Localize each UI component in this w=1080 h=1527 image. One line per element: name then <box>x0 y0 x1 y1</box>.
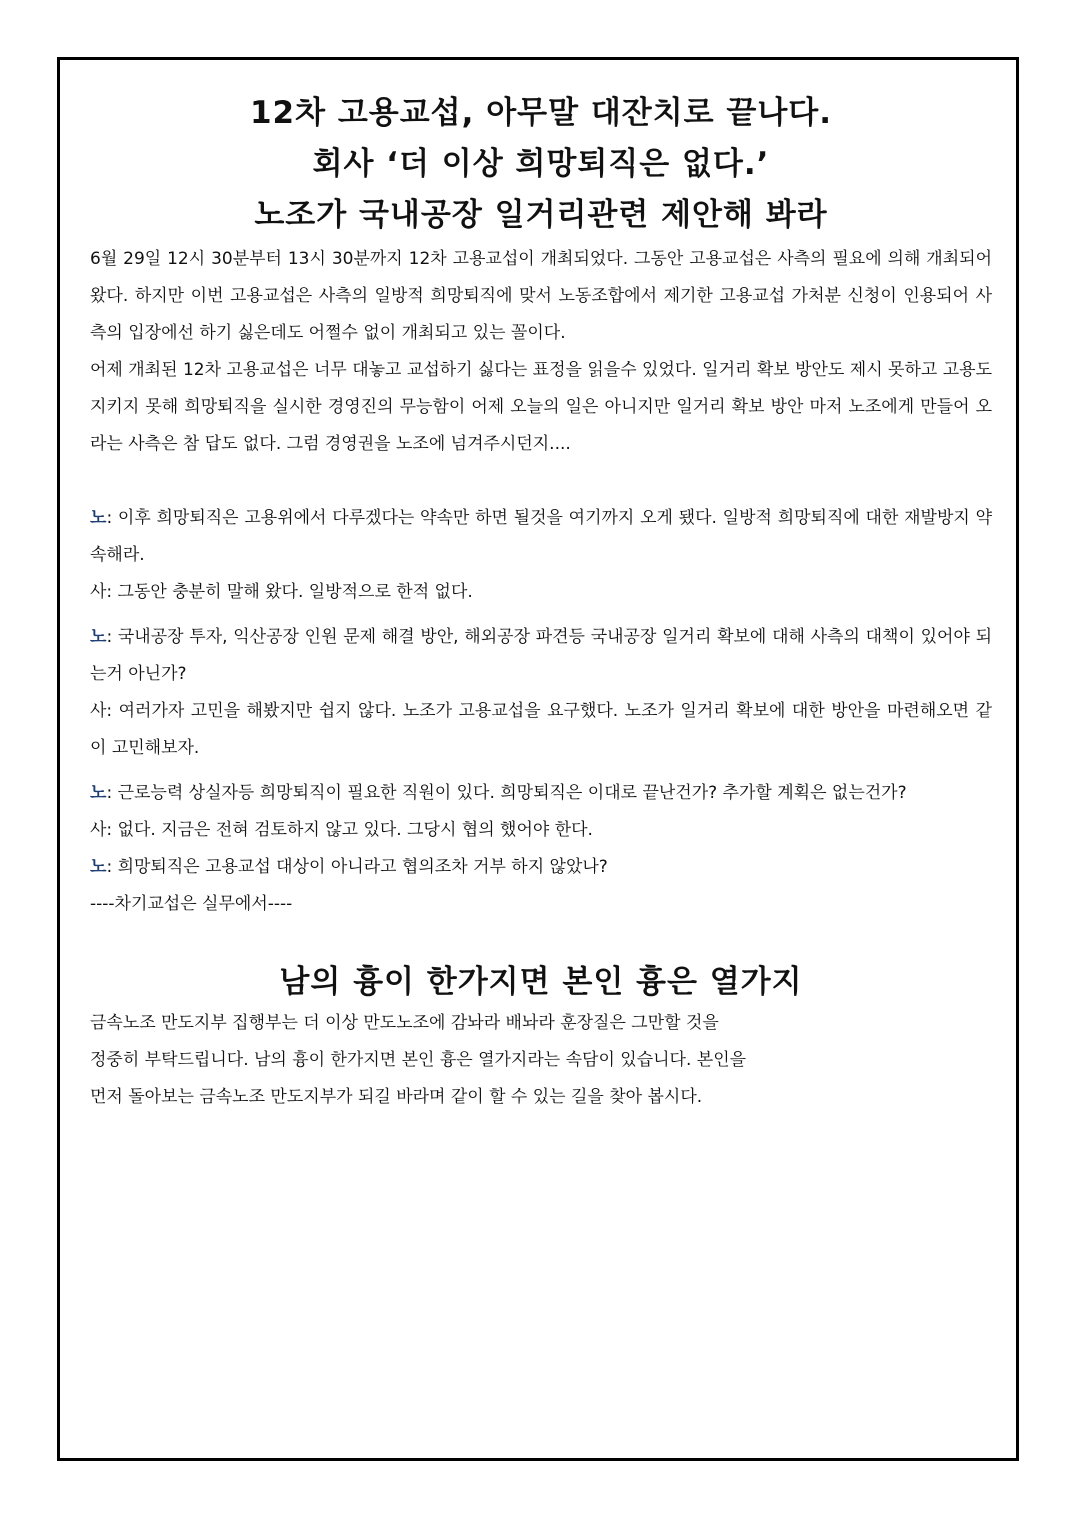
closing-line: ----차기교섭은 실무에서---- <box>90 894 293 914</box>
headline-line-1: 12차 고용교섭, 아무말 대잔치로 끝나다. <box>249 95 833 131</box>
union-question-3-text: : 근로능력 상실자등 희망퇴직이 필요한 직원이 있다. 희망퇴직은 이대로 끝난건가? 추가할 계획은 없는건가? <box>106 783 907 803</box>
spacer <box>90 463 992 500</box>
union-speaker-label: 노 <box>90 857 107 877</box>
section2-line-2: 정중히 부탁드립니다. 남의 흉이 한가지면 본인 흉은 열가지라는 속담이 있습니다. 본인을 <box>90 1050 747 1070</box>
union-question-1-text: : 이후 희망퇴직은 고용위에서 다루겠다는 약속만 하면 될것을 여기까지 오게 됐다. 일방적 희망퇴직에 대한 재발방지 약속해라. <box>90 508 992 565</box>
union-question-3 <box>90 775 992 812</box>
intro-paragraph-1: 6월 29일 12시 30분부터 13시 30분까지 12차 고용교섭이 개최되었다. 그동안 고용교섭은 사측의 필요에 의해 개최되어 왔다. 하지만 이번 고용교섭은 사측의 일방적 희망퇴직에 맞서 노동조합에서 제기한 고용교섭 가처분 신청이 인용되어 사측의 입장에선 하기 싫은데도 어쩔수 없이 개최되고 있는 꼴이다. <box>90 249 992 343</box>
union-question-4 <box>90 849 992 886</box>
union-question-2-text: : 국내공장 투자, 익산공장 인원 문제 해결 방안, 해외공장 파견등 국내공장 일거리 확보에 대해 사측의 대책이 있어야 되는거 아닌가? <box>90 627 992 684</box>
intro-paragraph-2: 어제 개최된 12차 고용교섭은 너무 대놓고 교섭하기 싫다는 표정을 읽을수 있었다. 일거리 확보 방안도 제시 못하고 고용도 지키지 못해 희망퇴직을 실시한 경영진의 무능함이 어제 오늘의 일은 아니지만 일거리 확보 방안 마저 노조에게 만들어 오라는 사측은 참 답도 없다. 그럼 경영권을 노조에 넘겨주시던지.... <box>90 360 992 454</box>
union-question-2 <box>90 619 992 693</box>
section2-line-1: 금속노조 만도지부 집행부는 더 이상 만도노조에 감놔라 배놔라 훈장질은 그만할 것을 <box>90 1013 719 1033</box>
section2-line-3: 먼저 돌아보는 금속노조 만도지부가 되길 바라며 같이 할 수 있는 길을 찾아 봅시다. <box>90 1087 703 1107</box>
document-content <box>90 88 992 1116</box>
document-frame <box>57 57 1019 1461</box>
headline-line-3: 노조가 국내공장 일거리관련 제안해 봐라 <box>254 197 828 233</box>
spacer <box>90 767 992 775</box>
company-answer-3: 사: 없다. 지금은 전혀 검토하지 않고 있다. 그당시 협의 했어야 한다. <box>90 820 593 840</box>
headline-line-2: 회사 ‘더 이상 희망퇴직은 없다.’ <box>312 146 770 182</box>
spacer <box>90 611 992 619</box>
union-question-4-text: : 희망퇴직은 고용교섭 대상이 아니라고 협의조차 거부 하지 않았나? <box>106 857 608 877</box>
spacer <box>90 923 992 959</box>
union-speaker-label: 노 <box>90 508 107 528</box>
union-speaker-label: 노 <box>90 627 107 647</box>
union-speaker-label: 노 <box>90 783 107 803</box>
section2-title: 남의 흉이 한가지면 본인 흉은 열가지 <box>279 964 803 1000</box>
union-question-1 <box>90 500 992 574</box>
company-answer-1: 사: 그동안 충분히 말해 왔다. 일방적으로 한적 없다. <box>90 582 473 602</box>
company-answer-2: 사: 여러가자 고민을 해봤지만 쉽지 않다. 노조가 고용교섭을 요구했다. 노조가 일거리 확보에 대한 방안을 마련해오면 같이 고민해보자. <box>90 701 992 758</box>
